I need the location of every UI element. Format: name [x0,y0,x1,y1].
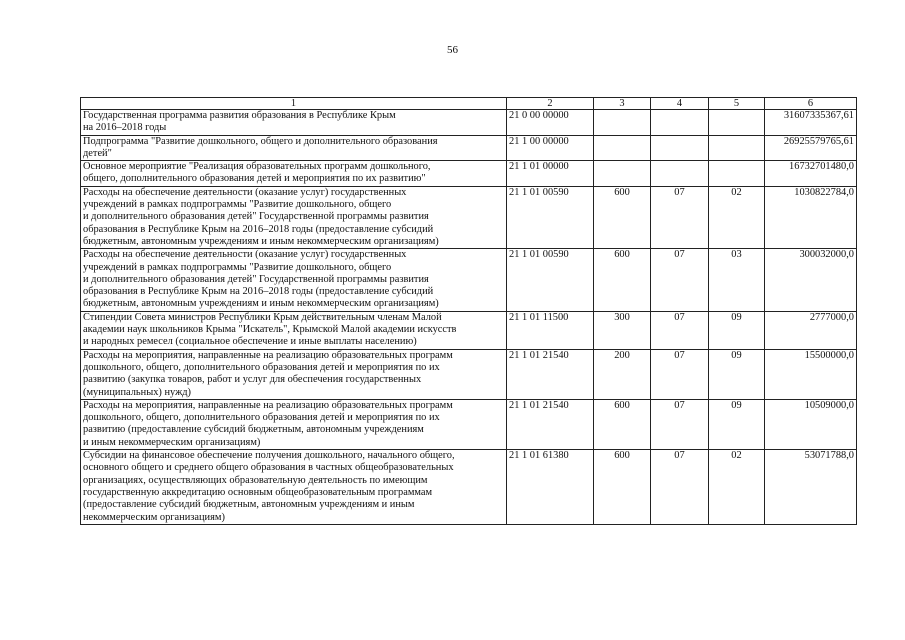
expense-name-cell [81,135,507,161]
amount-cell: 2777000,0 [765,311,857,349]
expense-name-line: развитию (предоставление субсидий бюджетным, автономным учреждениям [83,424,424,436]
section-cell: 07 [651,311,709,349]
expense-name-line: академии наук школьников Крыма "Искатель", Крымской Малой академии искусств [83,324,457,336]
expense-type-cell: 200 [594,349,651,399]
section-cell: 07 [651,450,709,525]
amount-cell: 53071788,0 [765,450,857,525]
section-cell: 07 [651,399,709,449]
expense-type-cell: 600 [594,249,651,311]
table-row [81,135,857,161]
subsection-cell [709,135,765,161]
expense-name-line: государственную аккредитацию основным общеобразовательным программам [83,486,433,498]
table-row [81,450,857,525]
subsection-cell: 09 [709,311,765,349]
expense-name-line: Основное мероприятие "Реализация образовательных программ дошкольного, [83,161,431,173]
expense-name-line: развитию (закупка товаров, работ и услуг для обеспечения государственных [83,374,422,386]
column-header-2: 2 [507,98,594,110]
expense-name-cell [81,110,507,136]
expense-name-line: общего, дополнительного образования детей и мероприятия по их развитию" [83,173,426,185]
target-article-code-cell: 21 1 01 61380 [507,450,594,525]
table-row [81,349,857,399]
section-cell: 07 [651,349,709,399]
subsection-cell: 09 [709,349,765,399]
target-article-code-cell: 21 1 01 11500 [507,311,594,349]
table-body [81,110,857,525]
expense-name-line: Субсидии на финансовое обеспечение получения дошкольного, начального общего, [83,450,455,462]
expense-name-line: Государственная программа развития образования в Республике Крым [83,110,396,121]
subsection-cell: 09 [709,399,765,449]
expense-name-cell [81,249,507,311]
section-cell [651,110,709,136]
column-header-3: 3 [594,98,651,110]
expense-type-cell [594,135,651,161]
target-article-code-cell: 21 1 01 00000 [507,161,594,187]
amount-cell: 15500000,0 [765,349,857,399]
expense-name-line: бюджетным, автономным учреждениям и иным некоммерческим организациям) [83,298,439,310]
expense-name-cell [81,399,507,449]
expense-name-line: Расходы на мероприятия, направленные на реализацию образовательных программ [83,399,453,411]
subsection-cell: 03 [709,249,765,311]
amount-cell: 1030822784,0 [765,186,857,248]
subsection-cell: 02 [709,186,765,248]
expense-type-cell: 300 [594,311,651,349]
expense-type-cell: 600 [594,186,651,248]
expense-name-line: детей" [83,147,112,159]
expense-name-line: и народных ремесел (социальное обеспечение и иные выплаты населению) [83,336,417,348]
expense-name-line: на 2016–2018 годы [83,122,167,134]
expense-name-line: образования в Республике Крым на 2016–2018 годы (предоставление субсидий [83,286,434,298]
expense-name-line: некоммерческим организациям) [83,511,225,523]
column-header-1: 1 [81,98,507,110]
expense-name-line: и иным некоммерческим организациям) [83,436,261,448]
subsection-cell [709,110,765,136]
expense-name-line: Расходы на обеспечение деятельности (оказание услуг) государственных [83,249,407,261]
expense-name-line: образования в Республике Крым на 2016–2018 годы (предоставление субсидий [83,223,434,235]
expense-name-line: Стипендии Совета министров Республики Крым действительным членам Малой [83,311,442,323]
expense-name-line: Расходы на мероприятия, направленные на реализацию образовательных программ [83,349,453,361]
table-row [81,311,857,349]
expense-name-cell [81,186,507,248]
target-article-code-cell: 21 1 01 00590 [507,186,594,248]
amount-cell: 10509000,0 [765,399,857,449]
table-row [81,399,857,449]
expense-name-line: учреждений в рамках подпрограммы "Развитие дошкольного, общего [83,199,392,211]
expense-name-line: (предоставление субсидий бюджетным, автономным учреждениям и иным [83,499,415,511]
expense-name-cell [81,161,507,187]
expense-name-line: организациях, осуществляющих образовательную деятельность по имеющим [83,474,428,486]
target-article-code-cell: 21 1 01 21540 [507,349,594,399]
amount-cell: 26925579765,61 [765,135,857,161]
target-article-code-cell: 21 1 00 00000 [507,135,594,161]
page-number: 56 [447,44,458,56]
table-header-row [81,98,857,110]
target-article-code-cell: 21 1 01 00590 [507,249,594,311]
expense-name-cell [81,311,507,349]
expense-name-line: бюджетным, автономным учреждениям и иным некоммерческим организациям) [83,235,439,247]
budget-table [80,97,857,525]
table-row [81,186,857,248]
expense-name-line: и дополнительного образования детей" Государственной программы развития [83,273,429,285]
target-article-code-cell: 21 1 01 21540 [507,399,594,449]
amount-cell: 16732701480,0 [765,161,857,187]
section-cell [651,135,709,161]
amount-cell: 31607335367,61 [765,110,857,136]
expense-name-cell [81,349,507,399]
expense-name-line: Расходы на обеспечение деятельности (оказание услуг) государственных [83,186,407,198]
expense-name-cell [81,450,507,525]
column-header-6: 6 [765,98,857,110]
section-cell: 07 [651,249,709,311]
expense-name-line: учреждений в рамках подпрограммы "Развитие дошкольного, общего [83,261,392,273]
column-header-4: 4 [651,98,709,110]
column-header-5: 5 [709,98,765,110]
section-cell: 07 [651,186,709,248]
section-cell [651,161,709,187]
expense-name-line: основного общего и среднего общего образования в частных общеобразовательных [83,462,454,474]
expense-name-line: дошкольного, общего, дополнительного образования детей и мероприятия по их [83,412,440,424]
expense-name-line: и дополнительного образования детей" Государственной программы развития [83,211,429,223]
expense-type-cell [594,110,651,136]
table-row [81,161,857,187]
expense-type-cell: 600 [594,450,651,525]
expense-type-cell [594,161,651,187]
expense-type-cell: 600 [594,399,651,449]
amount-cell: 300032000,0 [765,249,857,311]
table-row [81,110,857,136]
subsection-cell [709,161,765,187]
expense-name-line: дошкольного, общего, дополнительного образования детей и мероприятия по их [83,361,440,373]
expense-name-line: Подпрограмма "Развитие дошкольного, общего и дополнительного образования [83,135,438,147]
expense-name-line: (муниципальных) нужд) [83,386,192,398]
target-article-code-cell: 21 0 00 00000 [507,110,594,136]
subsection-cell: 02 [709,450,765,525]
table-row [81,249,857,311]
